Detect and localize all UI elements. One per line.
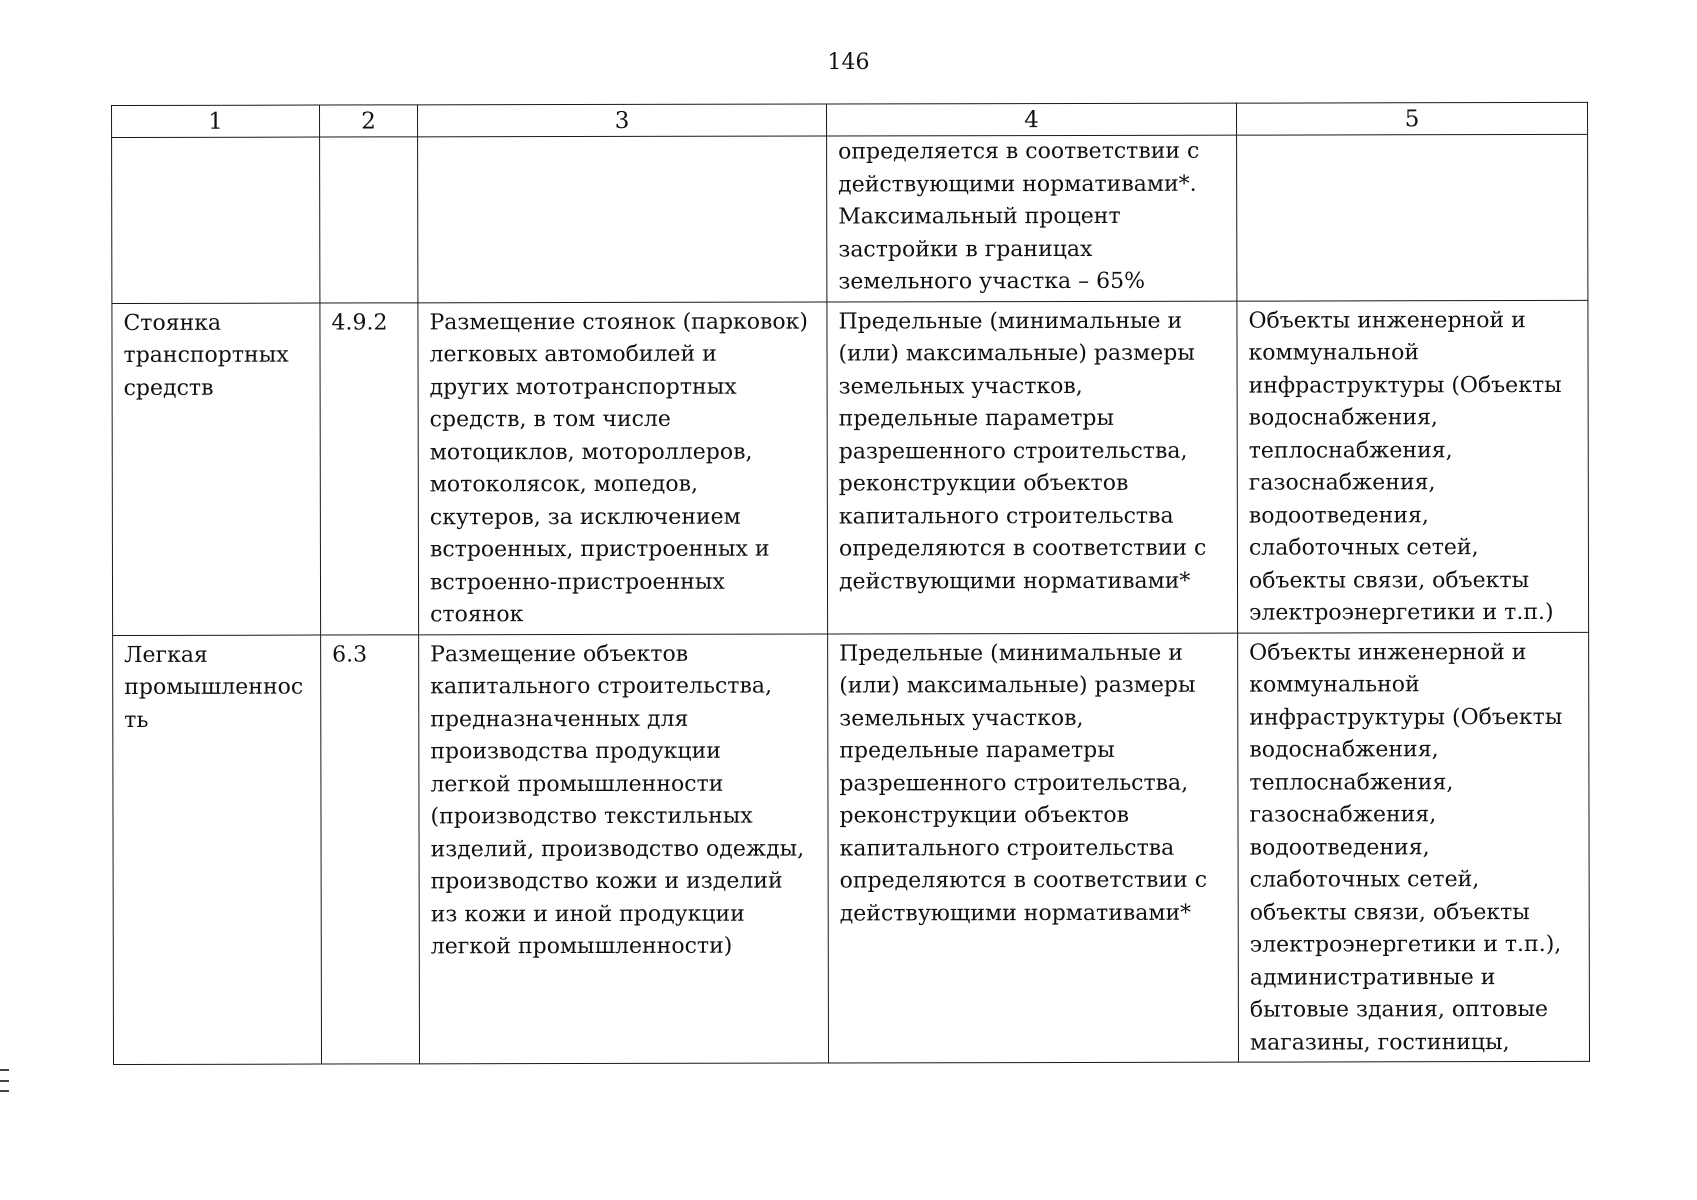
cell-name: Стоянка транспортных средств bbox=[112, 303, 321, 635]
header-row bbox=[112, 102, 1588, 137]
cell-auxiliary bbox=[1237, 134, 1588, 300]
cell-description: Размещение стоянок (парковок) легковых автомобилей и других мототранспортных средств, в том числе мотоциклов, мотороллеров, мотоколясок, мопедов, скутеров, за исключением встроенных, пристроенных и встроенно-пристроенных стоянок bbox=[418, 302, 828, 635]
cell-auxiliary: Объекты инженерной и коммунальной инфраструктуры (Объекты водоснабжения, теплоснабжения, газоснабжения, водоотведения, слаботочных сетей, объекты связи, объекты электроэнергетики и т.п.) bbox=[1237, 300, 1589, 633]
table-row bbox=[112, 300, 1589, 635]
cell-description bbox=[418, 136, 827, 302]
cell-code bbox=[320, 137, 418, 303]
header-col-1: 1 bbox=[112, 105, 320, 137]
cell-name bbox=[112, 137, 320, 303]
page-number: 146 bbox=[827, 50, 870, 75]
table-body bbox=[112, 134, 1590, 1064]
header-col-5: 5 bbox=[1236, 102, 1587, 135]
cell-code: 4.9.2 bbox=[320, 302, 419, 634]
table-row bbox=[113, 632, 1590, 1065]
scan-edge-mark bbox=[0, 1080, 9, 1082]
cell-parameters: Предельные (минимальные и (или) максимальные) размеры земельных участков, предельные параметры разрешенного строительства, реконструкции объектов капитального строительства определяются в соответствии с действующими нормативами* bbox=[828, 633, 1239, 1063]
cell-description: Размещение объектов капитального строительства, предназначенных для производства продукции легкой промышленности (производство текстильных изделий, производство одежды, производство кожи и изделий из кожи и иной продукции легкой промышленности) bbox=[419, 634, 829, 1064]
cell-parameters: определяется в соответствии с действующими нормативами*. Максимальный процент застройки в границах земельного участка – 65% bbox=[827, 135, 1237, 301]
table-header bbox=[112, 102, 1588, 137]
table-row bbox=[112, 134, 1588, 303]
cell-auxiliary: Объекты инженерной и коммунальной инфраструктуры (Объекты водоснабжения, теплоснабжения, газоснабжения, водоотведения, слаботочных сетей, объекты связи, объекты электроэнергетики и т.п.), административные и бытовые здания, оптовые магазины, гостиницы, bbox=[1238, 632, 1590, 1062]
cell-name: Легкая промышленнос ть bbox=[113, 635, 322, 1065]
cell-parameters: Предельные (минимальные и (или) максимальные) размеры земельных участков, предельные параметры разрешенного строительства, реконструкции объектов капитального строительства определяются в соответствии с действующими нормативами* bbox=[827, 301, 1238, 634]
header-col-3: 3 bbox=[418, 104, 827, 137]
scan-edge-mark bbox=[0, 1090, 9, 1092]
header-col-4: 4 bbox=[826, 103, 1236, 136]
header-col-2: 2 bbox=[320, 105, 418, 137]
land-use-table bbox=[111, 102, 1590, 1065]
cell-code: 6.3 bbox=[321, 634, 420, 1064]
scan-edge-mark bbox=[0, 1069, 9, 1071]
